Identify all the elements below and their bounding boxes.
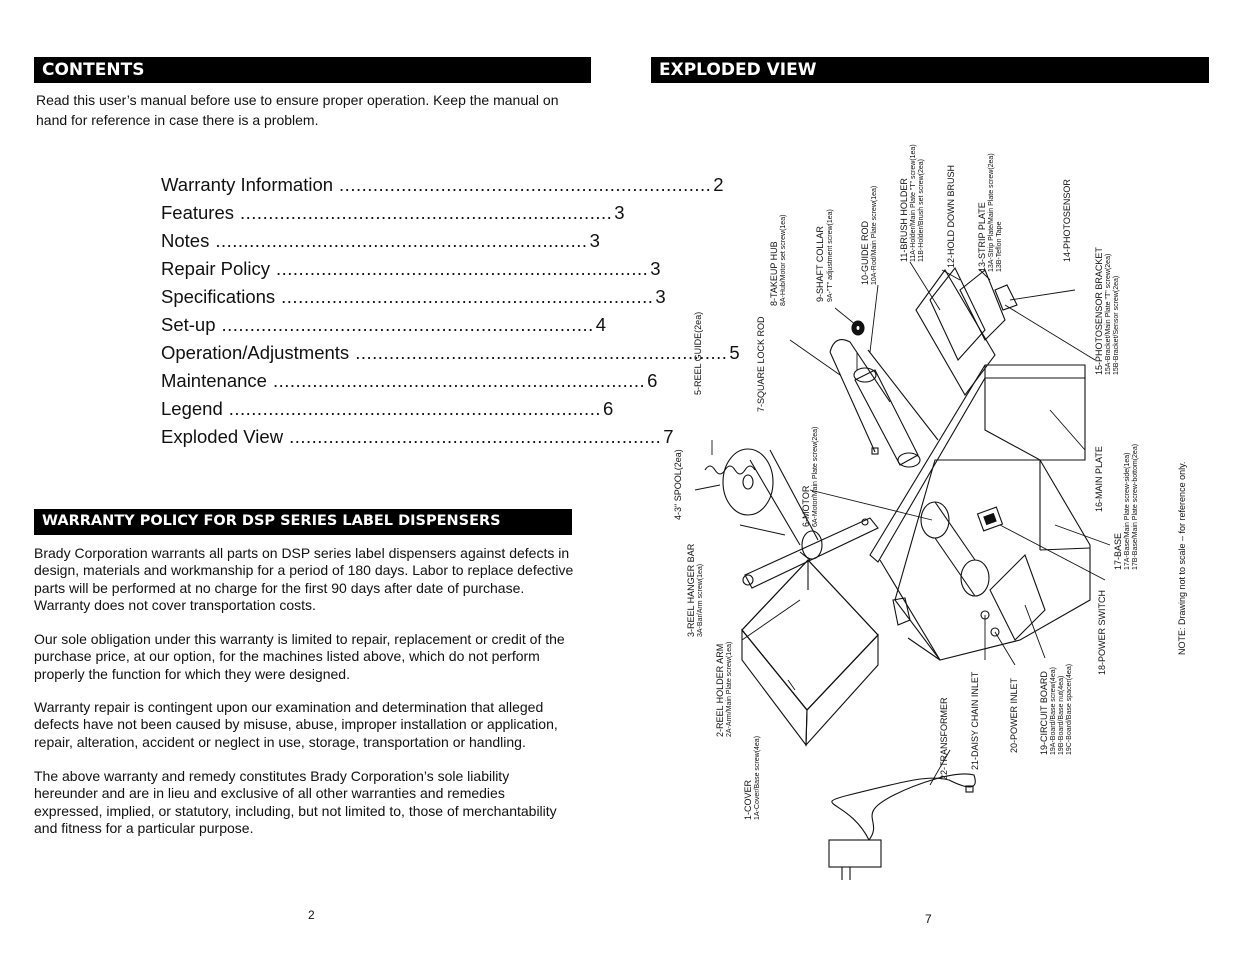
drawing-note: NOTE: Drawing not to scale – for reference only. [1177, 461, 1187, 655]
label-cover-a: 1A-Cover/Base screw(4ea) [754, 735, 761, 820]
label-power-inlet: 20-POWER INLET [1009, 677, 1019, 753]
label-photosensor: 14-PHOTOSENSOR [1062, 179, 1072, 262]
label-shaft-collar-a: 9A-"T" adjustment screw(1ea) [827, 209, 834, 302]
label-motor-a: 6A-Motor/Main Plate screw(2ea) [812, 426, 819, 527]
toc-entry-page: 6 [647, 370, 658, 391]
toc-entry-page: 3 [655, 286, 666, 307]
page-number-left: 2 [308, 908, 315, 922]
label-strip-plate-b: 13B-Teflon Tape [996, 221, 1003, 272]
label-reel-guide: 5-REEL GUIDE(2ea) [693, 311, 703, 395]
intro-line-1: Read this user’s manual before use to ensure proper operation. Keep the manual on [36, 92, 559, 108]
toc-leader: .................................................................. [272, 370, 646, 391]
toc-entry-page: 3 [614, 202, 625, 223]
toc-leader: .................................................................. [281, 286, 654, 307]
label-circuit-board-b: 19B-Board/Base nut(4ea) [1058, 675, 1065, 755]
cover-part [742, 560, 878, 745]
label-daisy-chain-inlet: 21-DAISY CHAIN INLET [970, 671, 980, 770]
label-cover: 1-COVER [743, 779, 753, 820]
exploded-view-title: EXPLODED VIEW [659, 60, 817, 80]
part-labels [673, 144, 1187, 820]
label-reel-holder-arm-a: 2A-Arm/Main Plate screw(1ea) [726, 641, 733, 737]
toc-entry-title: Notes [161, 230, 210, 251]
warranty-paragraph: Warranty repair is contingent upon our examination and determination that alleged defects have not been caused by misuse, abuse, improper installation or application, repair, alteration, accident or neglect in use, storage, transportation or handling. [34, 699, 558, 750]
label-photosensor-bracket-a: 15A-Bracket/Main Plate "T" screw(2ea) [1105, 253, 1112, 375]
label-square-lock-rod: 7-SQUARE LOCK ROD [756, 316, 766, 412]
label-main-plate: 16-MAIN PLATE [1094, 446, 1104, 512]
label-reel-holder-arm: 2-REEL HOLDER ARM [715, 643, 725, 737]
warranty-paragraph: Our sole obligation under this warranty is limited to repair, replacement or credit of the purchase price, at our option, for the machines listed above, which do not perform properly the function for which they were designed. [34, 631, 565, 682]
label-reel-hanger-bar: 3-REEL HANGER BAR [686, 543, 696, 637]
toc-entry-title: Legend [161, 398, 223, 419]
label-guide-rod: 10-GUIDE ROD [860, 220, 870, 285]
toc-entry-title: Features [161, 202, 235, 223]
toc-entry-title: Maintenance [161, 370, 267, 391]
takeup-hub-part [854, 368, 920, 467]
label-base-b: 17B-Base/Main Plate screw-bottom(2ea) [1132, 443, 1139, 570]
label-circuit-board-c: 19C-Board/Base spacer(4ea) [1066, 663, 1073, 755]
label-hold-down-brush: 12-HOLD DOWN BRUSH [946, 164, 956, 268]
label-circuit-board: 19-CIRCUIT BOARD [1039, 671, 1049, 755]
label-photosensor-bracket-b: 15B-Bracket/Sensor screw(2ea) [1113, 275, 1120, 375]
warranty-title: WARRANTY POLICY FOR DSP SERIES LABEL DISPENSERS [42, 513, 501, 529]
label-strip-plate-a: 13A-Strip Plate/Main Plate screw(2ea) [988, 153, 995, 272]
toc-entry-title: Exploded View [161, 426, 284, 447]
toc-entry-title: Repair Policy [161, 258, 270, 279]
page-number-right: 7 [925, 912, 932, 926]
toc-entry-page: 5 [729, 342, 740, 363]
toc-entry-title: Set-up [161, 314, 216, 335]
motor-part [921, 502, 1045, 640]
reel-guide-part [705, 466, 755, 474]
label-base-a: 17A-Base/Main Plate screw-side(1ea) [1124, 452, 1131, 570]
label-takeup-hub-a: 8A-Hub/Motor set screw(1ea) [780, 214, 787, 306]
toc-leader: .................................................................. [355, 342, 728, 363]
intro-line-2: hand for reference in case there is a problem. [36, 112, 319, 128]
toc-leader: .................................................................. [221, 314, 594, 335]
toc-leader: .................................................................. [289, 426, 662, 447]
label-motor: 6-MOTOR [801, 485, 811, 527]
toc-entry-page: 6 [602, 398, 614, 419]
toc-entry-page: 7 [663, 426, 674, 447]
brush-holder-part [916, 268, 1005, 395]
warranty-paragraph: Brady Corporation warrants all parts on DSP series label dispensers against defects in design, materials and workmanship for a period of 180 days. Labor to replace defective parts will be performed at no charge for the first 90 days after date of purchase. Warranty does not cover transportation costs. [34, 545, 574, 613]
label-brush-holder-b: 11B-Holder/Brush set screw(2ea) [918, 159, 925, 262]
toc-leader: .................................................................. [228, 398, 601, 419]
warranty-paragraph: The above warranty and remedy constitutes Brady Corporation’s sole liability hereunder and are in lieu and exclusive of all other warranties and remedies expressed, implied, or statutory, including, but not limited to, those of merchantability and fitness for a particular purpose. [34, 768, 557, 836]
toc-entry-title: Specifications [161, 286, 276, 307]
label-strip-plate: 13-STRIP PLATE [977, 202, 987, 272]
toc-leader: .................................................................. [215, 230, 588, 251]
label-circuit-board-a: 19A-Board/Base screw(4ea) [1050, 667, 1057, 755]
toc-entry-page: 4 [595, 314, 607, 335]
label-shaft-collar: 9-SHAFT COLLAR [815, 226, 825, 302]
label-guide-rod-a: 10A-Rod/Main Plate screw(1ea) [871, 185, 878, 285]
square-lock-rod-part [830, 340, 890, 454]
toc-entry-page: 3 [589, 230, 600, 251]
label-base: 17-BASE [1113, 532, 1123, 570]
contents-title: CONTENTS [42, 60, 145, 80]
toc-leader: .................................................................. [240, 202, 613, 223]
label-brush-holder: 11-BRUSH HOLDER [899, 178, 909, 262]
toc-entry-title: Warranty Information [161, 174, 334, 195]
label-brush-holder-a: 11A-Holder/Main Plate "T" screw(1ea) [910, 144, 917, 262]
toc-entry-page: 3 [650, 258, 661, 279]
label-spool: 4-3" SPOOL(2ea) [673, 449, 683, 520]
toc-leader: .................................................................. [276, 258, 649, 279]
toc-leader: .................................................................. [339, 174, 712, 195]
photosensor-part [995, 285, 1017, 310]
transformer-part [829, 774, 975, 880]
label-reel-hanger-bar-a: 3A-Bar/Arm screw(1ea) [697, 563, 704, 637]
label-transformer: 22-TRANSFORMER [939, 697, 949, 780]
toc-entry-page: 2 [713, 174, 724, 195]
toc-entry-title: Operation/Adjustments [161, 342, 350, 363]
label-takeup-hub: 8-TAKEUP HUB [769, 241, 779, 306]
label-power-switch: 18-POWER SWITCH [1097, 589, 1107, 675]
label-photosensor-bracket: 15-PHOTOSENSOR BRACKET [1094, 247, 1104, 375]
